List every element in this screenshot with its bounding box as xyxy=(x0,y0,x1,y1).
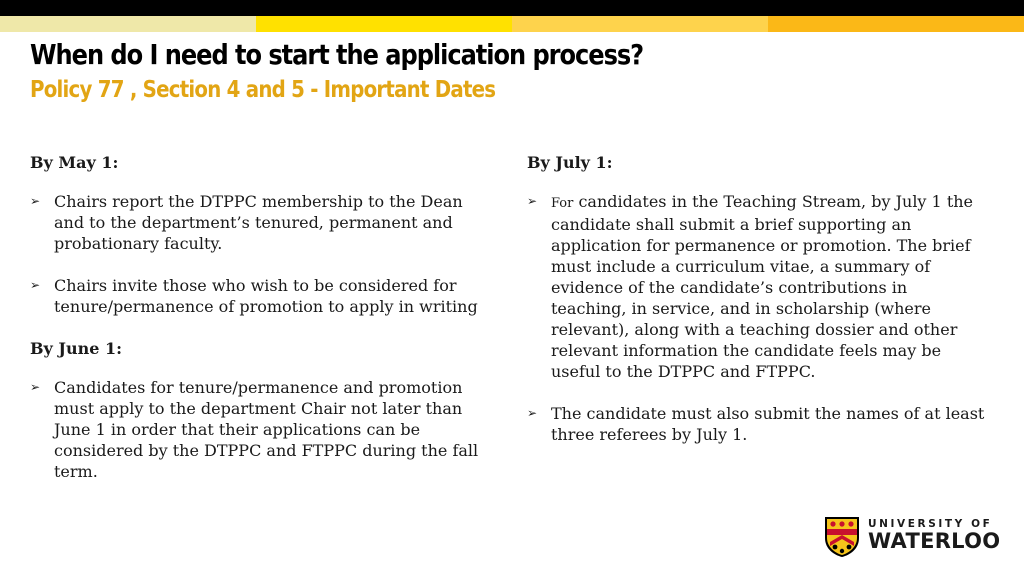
july-list xyxy=(527,191,987,445)
strip-segment-1 xyxy=(0,16,256,32)
june-list xyxy=(30,377,485,482)
logo-wordmark xyxy=(868,518,1000,553)
shield-crest-icon xyxy=(824,516,860,558)
list-item-text: Candidates for tenure/permanence and promotion must apply to the department Chair not later than June 1 in order that their applications can be considered by the DTPPC and FTPPC during the fall term. xyxy=(54,378,479,481)
left-column xyxy=(30,152,485,503)
list-item-text: Chairs report the DTPPC membership to the Dean and to the department’s tenured, permanent and probationary faculty. xyxy=(54,192,463,253)
page-subtitle: Policy 77 , Section 4 and 5 - Important Dates xyxy=(30,77,496,103)
list-item-text: The candidate must also submit the names of at least three referees by July 1. xyxy=(551,404,985,444)
list-item xyxy=(527,191,987,382)
list-item xyxy=(30,377,485,482)
list-item-prefix: For xyxy=(551,196,574,211)
may-list xyxy=(30,191,485,317)
page-title: When do I need to start the application process? xyxy=(30,38,644,71)
right-column xyxy=(527,152,987,466)
arrow-bullet-icon: ➢ xyxy=(30,194,41,208)
strip-segment-4 xyxy=(768,16,1024,32)
strip-segment-2 xyxy=(256,16,512,32)
list-item-text: Chairs invite those who wish to be considered for tenure/permanence of promotion to apply in writing xyxy=(54,276,478,316)
july-heading: By July 1: xyxy=(527,153,613,172)
arrow-bullet-icon: ➢ xyxy=(527,406,538,420)
university-logo xyxy=(824,516,1001,560)
top-black-bar xyxy=(0,0,1024,16)
list-item xyxy=(527,403,987,445)
list-item xyxy=(30,275,485,317)
arrow-bullet-icon: ➢ xyxy=(30,278,41,292)
logo-line-2: WATERLOO xyxy=(868,529,1001,553)
list-item xyxy=(30,191,485,254)
strip-segment-3 xyxy=(512,16,768,32)
arrow-bullet-icon: ➢ xyxy=(30,380,41,394)
list-item-text: candidates in the Teaching Stream, by July 1 the candidate shall submit a brief supporting an application for permanence or promotion. The brief must include a curriculum vitae, a summary of evidence of the candidate’s contributions in teaching, in service, and in scholarship (where relevant), along with a teaching dossier and other relevant information the candidate feels may be useful to the DTPPC and FTPPC. xyxy=(551,192,974,381)
arrow-bullet-icon: ➢ xyxy=(527,194,538,208)
logo-line-1: UNIVERSITY OF xyxy=(868,518,993,530)
may-heading: By May 1: xyxy=(30,153,119,172)
gold-color-strip xyxy=(0,16,1024,32)
june-heading: By June 1: xyxy=(30,339,123,358)
